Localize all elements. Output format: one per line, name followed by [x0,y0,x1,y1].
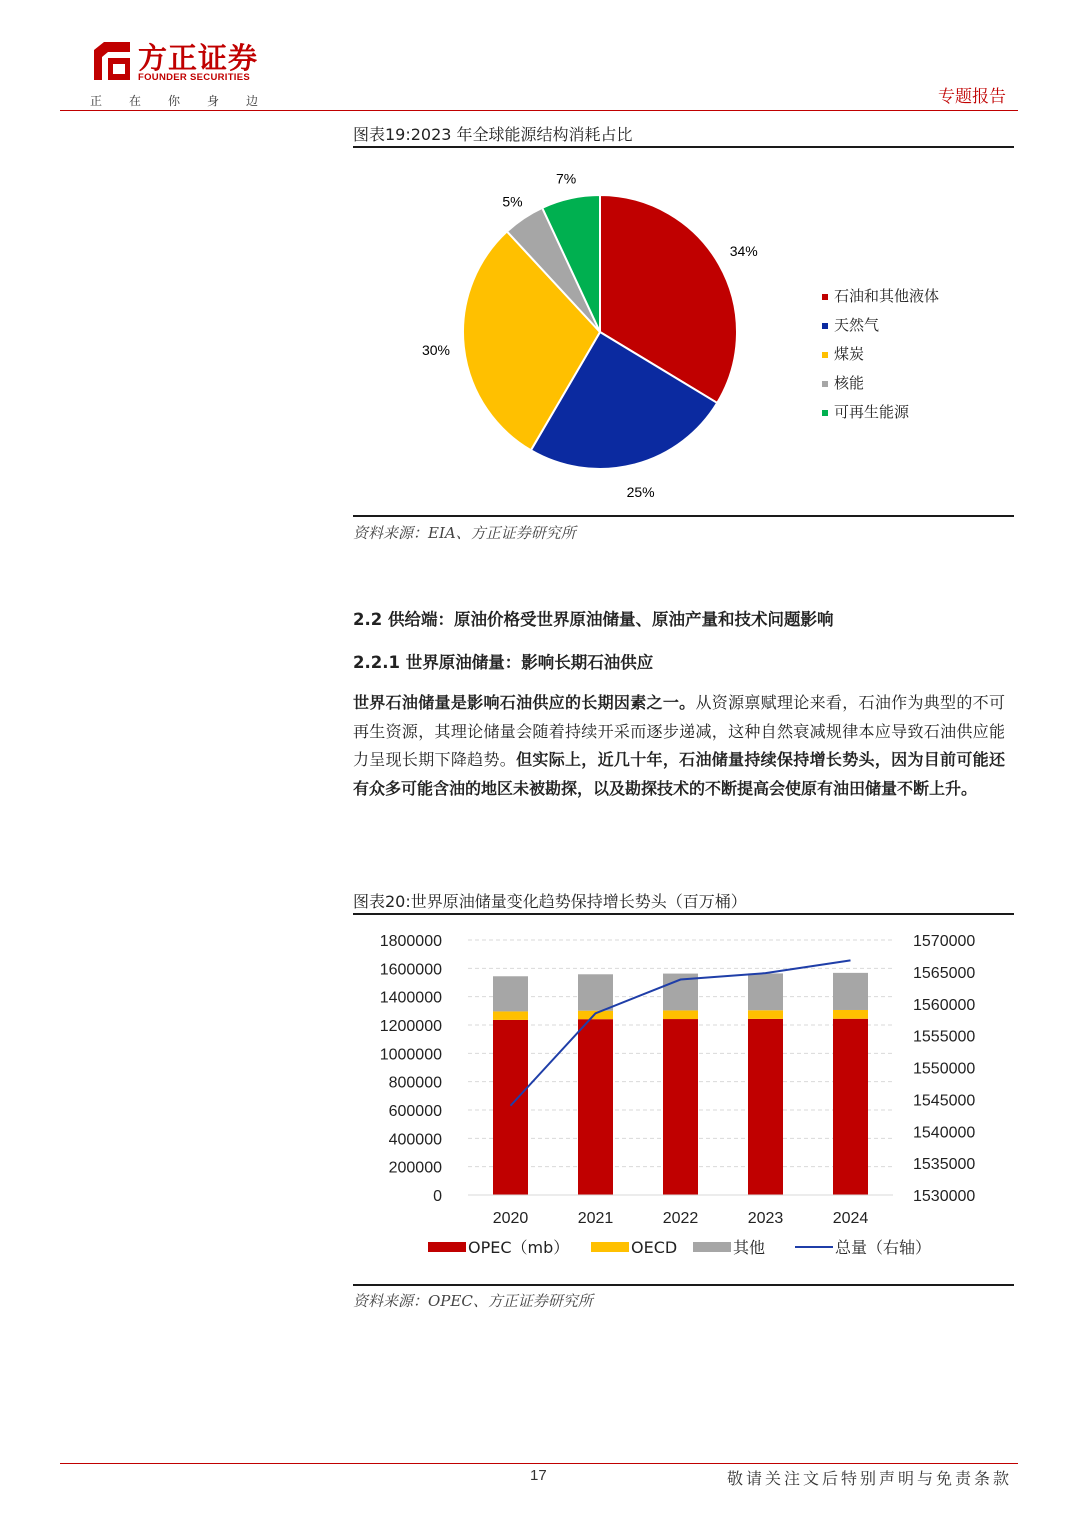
bar-segment [748,1019,783,1195]
right-axis-tick: 1530000 [913,1188,976,1205]
bar-segment [663,1019,698,1195]
legend-swatch [822,381,828,387]
bar-segment [833,973,868,1010]
section-heading-2-2-1: 2.2.1 世界原油储量：影响长期石油供应 [353,653,654,672]
legend-label: OPEC（mb） [468,1238,570,1257]
legend-item-renewable [822,401,939,430]
legend-label: 可再生能源 [834,403,910,421]
figure19-top-rule [353,146,1014,148]
bar-segment [578,974,613,1010]
bar-segment [493,1020,528,1195]
legend-swatch [693,1242,731,1252]
pie-data-label: 5% [502,193,523,210]
left-axis-tick: 1000000 [379,1046,442,1064]
left-axis-tick: 0 [433,1188,442,1205]
left-axis-tick: 200000 [388,1159,442,1177]
left-axis-tick: 400000 [388,1131,442,1149]
bar-segment [578,1011,613,1020]
paragraph-bold-lead: 世界石油储量是影响石油供应的长期因素之一。 [353,693,696,712]
legend-label: 其他 [733,1238,766,1257]
pie-data-label: 25% [626,483,655,500]
legend-label: 天然气 [834,316,880,334]
legend-swatch [591,1242,629,1252]
bar-segment [493,1011,528,1020]
right-axis-tick: 1550000 [913,1060,976,1078]
bar-segment [833,1019,868,1195]
legend-item-gas [822,314,939,343]
pie-data-label: 7% [555,170,577,187]
legend-label: 总量（右轴） [835,1238,932,1257]
logo-brand-name: 方正证券 [138,41,259,75]
figure19-bottom-rule [353,515,1014,517]
legend-swatch [822,352,828,358]
legend-swatch [428,1242,466,1252]
right-axis-tick: 1560000 [913,996,976,1014]
right-axis-tick: 1555000 [913,1028,976,1046]
legend-item-coal [822,343,939,372]
figure20-bottom-rule [353,1284,1014,1286]
legend-label: 煤炭 [834,345,865,363]
bar-line-chart [353,918,1014,1283]
figure20-title: 图表20:世界原油储量变化趋势保持增长势头（百万桶） [353,892,747,911]
figure20-source: 资料来源：OPEC、方正证券研究所 [353,1292,593,1310]
legend-label: OECD [631,1238,678,1257]
x-axis-tick: 2020 [492,1210,529,1227]
left-axis-tick: 1800000 [379,933,442,950]
x-axis-tick: 2022 [662,1210,699,1227]
bar-segment [578,1019,613,1195]
bar-segment [493,976,528,1011]
body-paragraph [353,689,1005,803]
bar-segment [833,1010,868,1019]
paragraph-bold-conclusion: 但实际上，近几十年，石油储量持续保持增长势头，因为目前可能还有众多可能含油的地区未被勘探，以及勘探技术的不断提高会使原有油田储量不断上升。 [353,750,1005,798]
founder-logo-icon [90,40,132,82]
legend-swatch [822,294,828,300]
legend-item-nuclear [822,372,939,401]
header-divider [60,110,1018,111]
left-axis-tick: 600000 [388,1103,442,1120]
slogan: 正在你身边 [90,94,286,108]
footer-divider [60,1463,1018,1464]
x-axis-tick: 2024 [832,1210,869,1227]
right-axis-tick: 1545000 [913,1092,976,1110]
bar-segment [748,973,783,1010]
figure20-top-rule [353,913,1014,915]
left-axis-tick: 1600000 [379,961,442,979]
left-axis-tick: 1200000 [379,1018,442,1035]
right-axis-tick: 1570000 [913,933,976,950]
section-heading-2-2: 2.2 供给端：原油价格受世界原油储量、原油产量和技术问题影响 [353,610,834,629]
figure19-title: 图表19:2023 年全球能源结构消耗占比 [353,125,633,144]
bar-segment [748,1010,783,1019]
bar-segment [663,1010,698,1019]
legend-item-oil [822,285,939,314]
report-type-label: 专题报告 [938,87,1006,107]
legend-label: 石油和其他液体 [834,287,940,305]
disclaimer-note: 敬请关注文后特别声明与免责条款 [726,1469,1012,1488]
left-axis-tick: 1400000 [379,989,442,1007]
legend-swatch [822,323,828,329]
right-axis-tick: 1535000 [913,1156,976,1174]
pie-legend [822,285,939,430]
legend-swatch [822,410,828,416]
pie-data-label: 30% [421,341,450,358]
x-axis-tick: 2021 [577,1210,614,1227]
left-axis-tick: 800000 [388,1074,442,1092]
x-axis-tick: 2023 [747,1210,784,1227]
paragraph-normal-text: 从资源禀赋理论来看，石油作为典型的不可再生资源，其理论储量会随着持续开采而逐步递减，这种自然衰减规律本应导致石油供应能力呈现长期下降趋势。 [353,693,1005,769]
logo-brand-english: FOUNDER SECURITIES [138,72,251,83]
legend-label: 核能 [834,374,865,392]
figure19-source: 资料来源：EIA、方正证券研究所 [353,524,576,542]
pie-data-label: 34% [729,242,758,259]
page-number: 17 [530,1467,547,1484]
right-axis-tick: 1540000 [913,1124,976,1142]
right-axis-tick: 1565000 [913,964,976,982]
